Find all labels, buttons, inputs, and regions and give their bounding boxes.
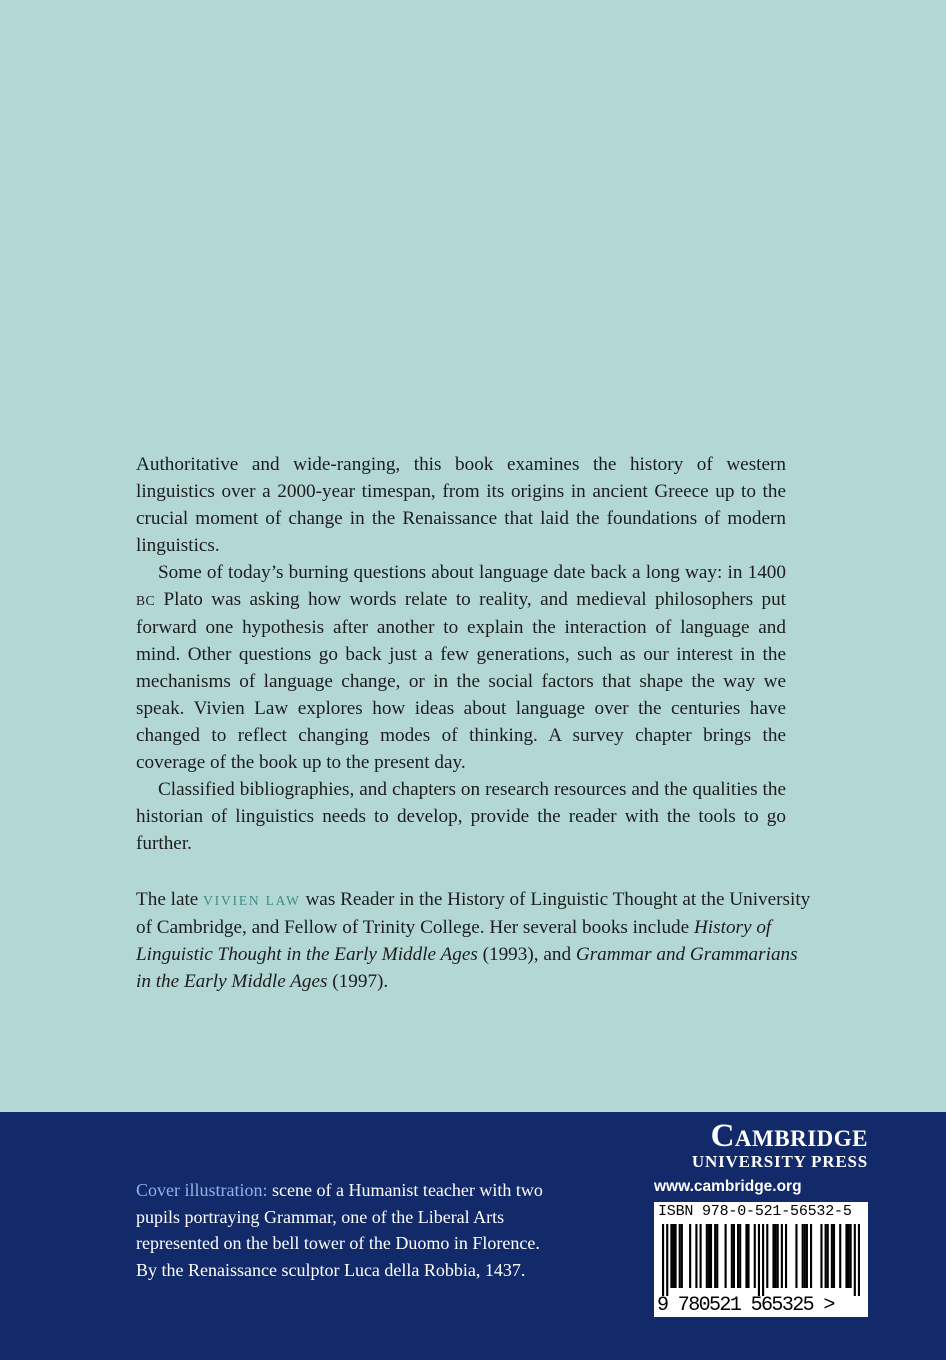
blurb (136, 451, 786, 857)
barcode-bar (739, 1224, 741, 1288)
publisher-website: www.cambridge.org (654, 1178, 802, 1195)
author-bio: The late VIVIEN LAW was Reader in the History of Linguistic Thought at the University of Cambridge, and Fellow of Trinity College. Her several books include History of Linguistic Thought in the Early Middle Ages (1993), and Grammar and Grammarians in the Early Middle Ages (1997). (136, 889, 811, 992)
barcode-bar (675, 1224, 677, 1288)
author-name: VIVIEN LAW (203, 893, 301, 908)
barcode-bar (845, 1224, 847, 1288)
barcode-bar (695, 1224, 697, 1288)
barcode-bar (737, 1224, 739, 1288)
barcode-bar (725, 1224, 727, 1288)
barcode-box (654, 1202, 868, 1317)
barcode-bar (785, 1224, 787, 1288)
barcode-bar (825, 1224, 827, 1288)
blurb-paragraph-2: Some of today’s burning questions about language date back a long way: in 1400 BC Plato was asking how words relate to reality, and medieval philosophers put forward one hypothesis after another to explain the interaction of language and mind. Other questions go back just a few generations, such as our interest in the mechanisms of language change, or in the social factors that shape the way we speak. Vivien Law explores how ideas about language over the centuries have changed to reflect changing modes of thinking. A survey chapter brings the coverage of the book up to the present day. (136, 562, 786, 773)
barcode-bar (804, 1224, 806, 1288)
barcode-bar (758, 1224, 760, 1296)
barcode-bar (827, 1224, 829, 1288)
barcode-bar (795, 1224, 797, 1288)
barcode-bar (775, 1224, 777, 1288)
blurb-paragraph-1: Authoritative and wide-ranging, this book examines the history of western linguistics over a 2000-year timespan, from its origins in ancient Greece up to the crucial moment of change in the Renaissance that laid the foundations of modern linguistics. (136, 454, 786, 556)
barcode-bar (708, 1224, 710, 1288)
barcode-bar (714, 1224, 716, 1288)
barcode-bar (850, 1224, 852, 1288)
blurb-paragraph-3: Classified bibliographies, and chapters on research resources and the qualities the historian of linguistics needs to develop, provide the reader with the tools to go further. (136, 779, 786, 854)
barcode-bar (762, 1224, 764, 1296)
barcode-bar (766, 1224, 768, 1288)
cover-note-lead: Cover illustration: (136, 1180, 268, 1200)
barcode-bar (820, 1224, 822, 1288)
barcode-bar (662, 1224, 664, 1296)
barcode-bar (679, 1224, 681, 1288)
barcode-bar (831, 1224, 833, 1288)
barcode-bar (754, 1224, 756, 1288)
barcode-bar (733, 1224, 735, 1288)
barcode-bar (781, 1224, 783, 1288)
barcode-bar (681, 1224, 683, 1288)
book-title-2: Grammar and Grammarians in the Early Middle Ages (136, 944, 798, 992)
isbn-label: ISBN 978-0-521-56532-5 (658, 1203, 852, 1220)
barcode-bar (706, 1224, 708, 1288)
cover-note-text: scene of a Humanist teacher with two pupils portraying Grammar, one of the Liberal Arts represented on the bell tower of the Duomo in Florence. By the Renaissance sculptor Luca della Robbia, 1437. (136, 1180, 543, 1280)
barcode-bar (700, 1224, 702, 1288)
barcode-bar (802, 1224, 804, 1288)
barcode-bar (806, 1224, 808, 1288)
barcode-bar (666, 1224, 668, 1296)
publisher-logo (654, 1118, 868, 1196)
barcode-bar (810, 1224, 812, 1288)
cover-illustration-note (136, 1177, 556, 1283)
barcode-bar (747, 1224, 749, 1288)
publisher-name: Cambridge (710, 1118, 868, 1154)
barcode-bar (731, 1224, 733, 1288)
barcode-bar (777, 1224, 779, 1288)
barcode-bar (854, 1224, 856, 1296)
book-title-1: History of Linguistic Thought in the Early Middle Ages (136, 917, 772, 965)
barcode-bar (670, 1224, 672, 1288)
bc-abbreviation: BC (136, 593, 156, 608)
barcode-bar (833, 1224, 835, 1288)
barcode-bar (716, 1224, 718, 1288)
barcode-bar (839, 1224, 841, 1288)
barcode-bar (710, 1224, 712, 1288)
barcode-bar (672, 1224, 674, 1288)
barcode-bar (745, 1224, 747, 1288)
barcode-bar (858, 1224, 860, 1296)
barcode-bar (689, 1224, 691, 1288)
barcode-bar (847, 1224, 849, 1288)
barcode-bar (772, 1224, 774, 1288)
publisher-subtitle: UNIVERSITY PRESS (691, 1152, 868, 1171)
barcode (662, 1224, 860, 1296)
barcode-digits: 9 780521 565325 > (657, 1294, 834, 1317)
